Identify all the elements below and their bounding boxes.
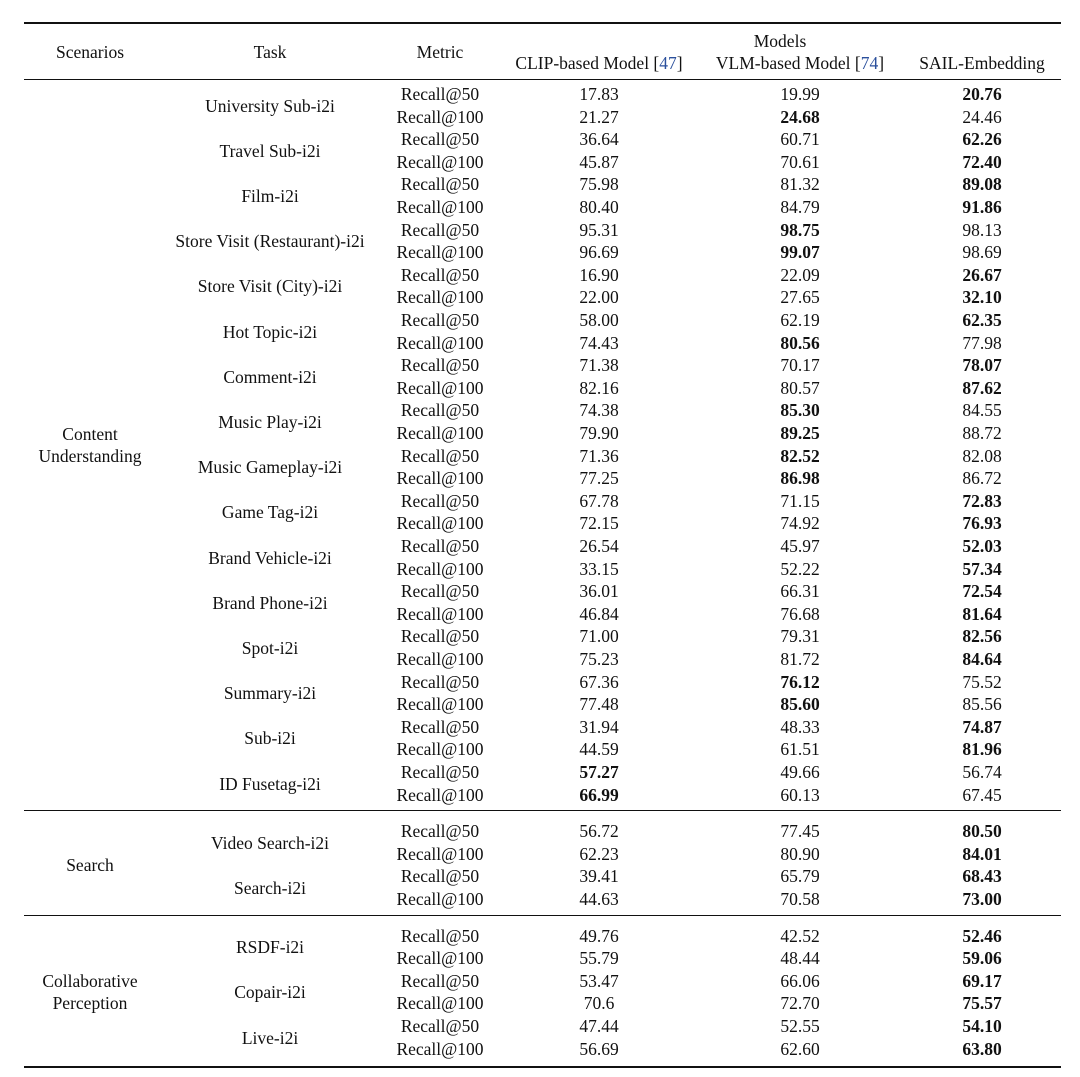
metric-cell: Recall@50 [400, 1016, 480, 1036]
metric-cell: Recall@100 [396, 1038, 484, 1059]
metric-cell: Recall@100 [396, 649, 484, 669]
vlm-value-cell: 60.71 [780, 129, 820, 150]
clip-value-cell: 82.16 [579, 377, 619, 398]
clip-value-cell: 17.83 [579, 84, 619, 104]
bottom-rule [24, 1066, 1061, 1068]
metric-cell: Recall@50 [400, 84, 480, 104]
header-vlm-model [716, 52, 884, 74]
scenario-label: Search [66, 855, 114, 876]
metric-cell: Recall@100 [396, 106, 484, 127]
metric-cell: Recall@50 [400, 355, 480, 376]
metric-cell: Recall@50 [400, 174, 480, 195]
task-name-cell: Hot Topic-i2i [222, 321, 318, 342]
task-name-cell: ID Fusetag-i2i [219, 773, 321, 794]
metric-cell: Recall@50 [400, 866, 480, 887]
clip-value-cell: 71.00 [579, 626, 619, 647]
clip-value-cell: 44.63 [579, 889, 619, 909]
scenario-label: Collaborative [42, 971, 138, 992]
clip-value-cell: 77.25 [579, 468, 619, 489]
sail-value-cell: 75.57 [962, 993, 1002, 1014]
sail-value-cell: 68.43 [962, 866, 1002, 887]
vlm-value-cell: 27.65 [780, 287, 820, 308]
task-name-cell: Travel Sub-i2i [219, 140, 321, 161]
metric-cell: Recall@100 [396, 603, 484, 624]
clip-value-cell: 36.64 [579, 129, 619, 150]
task-name-cell: Sub-i2i [244, 728, 296, 749]
task-name-cell: Film-i2i [241, 186, 299, 206]
sail-value-cell: 84.64 [962, 649, 1002, 669]
sail-value-cell: 69.17 [962, 970, 1002, 991]
metric-cell: Recall@50 [400, 129, 480, 150]
vlm-value-cell: 60.13 [780, 784, 820, 805]
clip-value-cell: 33.15 [579, 558, 619, 579]
clip-value-cell: 16.90 [579, 264, 619, 285]
sail-value-cell: 82.08 [962, 445, 1002, 466]
clip-value-cell: 95.31 [579, 219, 619, 240]
scenario-label: Understanding [38, 445, 142, 466]
metric-cell: Recall@50 [400, 264, 480, 285]
clip-value-cell: 66.99 [579, 784, 619, 805]
sail-value-cell: 67.45 [962, 784, 1002, 805]
clip-value-cell: 56.69 [579, 1038, 619, 1059]
metric-cell: Recall@100 [396, 558, 484, 579]
sail-value-cell: 88.72 [962, 423, 1002, 443]
sail-value-cell: 57.34 [962, 558, 1002, 579]
sail-value-cell: 78.07 [962, 355, 1002, 376]
group-separator-rule [24, 810, 1061, 811]
clip-value-cell: 79.90 [579, 423, 619, 443]
clip-value-cell: 46.84 [579, 603, 619, 624]
clip-value-cell: 74.43 [579, 332, 619, 353]
task-name-cell: RSDF-i2i [235, 937, 305, 958]
sail-value-cell: 20.76 [962, 84, 1002, 104]
header-task: Task [253, 42, 287, 62]
header-clip-ref[interactable]: 47 [659, 53, 677, 73]
metric-cell: Recall@50 [400, 716, 480, 737]
sail-value-cell: 62.26 [962, 129, 1002, 150]
clip-value-cell: 75.98 [579, 174, 619, 195]
metric-cell: Recall@100 [396, 468, 484, 489]
clip-value-cell: 67.36 [579, 671, 619, 692]
vlm-value-cell: 52.55 [780, 1016, 820, 1036]
task-name-cell: Summary-i2i [223, 683, 317, 704]
clip-value-cell: 71.38 [579, 355, 619, 376]
vlm-value-cell: 66.06 [780, 970, 820, 991]
vlm-value-cell: 70.17 [780, 355, 820, 376]
clip-value-cell: 56.72 [579, 821, 619, 842]
clip-value-cell: 75.23 [579, 649, 619, 669]
metric-cell: Recall@50 [400, 219, 480, 240]
metric-cell: Recall@100 [396, 889, 484, 909]
vlm-value-cell: 80.57 [780, 377, 820, 398]
clip-value-cell: 49.76 [579, 925, 619, 946]
header-scenarios: Scenarios [55, 42, 125, 62]
vlm-value-cell: 48.33 [780, 716, 820, 737]
sail-value-cell: 85.56 [962, 694, 1002, 715]
clip-value-cell: 39.41 [579, 866, 619, 887]
metric-cell: Recall@50 [400, 671, 480, 692]
vlm-value-cell: 82.52 [780, 445, 820, 466]
vlm-value-cell: 61.51 [780, 739, 820, 760]
task-name-cell: Video Search-i2i [210, 832, 330, 853]
sail-value-cell: 81.96 [962, 739, 1002, 760]
vlm-value-cell: 48.44 [780, 948, 820, 969]
task-name-cell: University Sub-i2i [205, 95, 335, 116]
clip-value-cell: 55.79 [579, 948, 619, 969]
group-separator-rule [24, 915, 1061, 916]
sail-value-cell: 26.67 [962, 264, 1002, 285]
vlm-value-cell: 49.66 [780, 762, 820, 782]
metric-cell: Recall@50 [400, 445, 480, 466]
metric-cell: Recall@100 [396, 242, 484, 263]
vlm-value-cell: 70.58 [780, 889, 820, 909]
sail-value-cell: 84.01 [962, 843, 1002, 864]
metric-cell: Recall@100 [396, 423, 484, 443]
task-name-cell: Store Visit (City)-i2i [197, 276, 343, 297]
metric-cell: Recall@50 [400, 490, 480, 511]
sail-value-cell: 89.08 [962, 174, 1002, 195]
sail-value-cell: 24.46 [962, 106, 1002, 127]
vlm-value-cell: 84.79 [780, 197, 820, 217]
metric-cell: Recall@50 [400, 310, 480, 330]
scenario-label: Content [62, 423, 118, 444]
clip-value-cell: 53.47 [579, 970, 619, 991]
header-clip-close: ] [676, 53, 683, 73]
vlm-value-cell: 85.60 [780, 694, 820, 715]
clip-value-cell: 21.27 [579, 106, 619, 127]
vlm-value-cell: 19.99 [780, 84, 820, 104]
vlm-value-cell: 62.19 [780, 310, 820, 330]
task-name-cell: Music Play-i2i [218, 412, 322, 432]
sail-value-cell: 81.64 [962, 603, 1002, 624]
sail-value-cell: 54.10 [962, 1016, 1002, 1036]
vlm-value-cell: 62.60 [780, 1038, 820, 1059]
metric-cell: Recall@100 [396, 377, 484, 398]
clip-value-cell: 96.69 [579, 242, 619, 263]
task-name-cell: Brand Vehicle-i2i [208, 547, 332, 568]
clip-value-cell: 36.01 [579, 581, 619, 602]
sail-value-cell: 87.62 [962, 377, 1002, 398]
vlm-value-cell: 86.98 [780, 468, 820, 489]
vlm-value-cell: 79.31 [780, 626, 820, 647]
vlm-value-cell: 76.68 [780, 603, 820, 624]
sail-value-cell: 56.74 [962, 762, 1002, 782]
sail-value-cell: 62.35 [962, 310, 1002, 330]
task-name-cell: Spot-i2i [241, 638, 299, 658]
header-vlm-ref[interactable]: 74 [860, 53, 879, 73]
metric-cell: Recall@100 [396, 332, 484, 353]
sail-value-cell: 52.03 [962, 536, 1002, 556]
metric-cell: Recall@100 [396, 948, 484, 969]
metric-cell: Recall@100 [396, 843, 484, 864]
vlm-value-cell: 81.32 [780, 174, 820, 195]
metric-cell: Recall@100 [396, 739, 484, 760]
clip-value-cell: 74.38 [579, 400, 619, 421]
vlm-value-cell: 71.15 [780, 490, 820, 511]
sail-value-cell: 32.10 [962, 287, 1002, 308]
sail-value-cell: 59.06 [962, 948, 1002, 969]
task-name-cell: Music Gameplay-i2i [197, 457, 343, 478]
vlm-value-cell: 98.75 [780, 219, 820, 240]
sail-value-cell: 91.86 [962, 197, 1002, 217]
header-models: Models [753, 31, 807, 51]
sail-value-cell: 72.54 [962, 581, 1002, 602]
clip-value-cell: 70.6 [583, 993, 615, 1014]
task-name-cell: Search-i2i [234, 878, 306, 898]
header-sail-embedding: SAIL-Embedding [919, 53, 1045, 73]
clip-value-cell: 57.27 [579, 762, 619, 782]
vlm-value-cell: 66.31 [780, 581, 820, 602]
clip-value-cell: 22.00 [579, 287, 619, 308]
clip-value-cell: 62.23 [579, 843, 619, 864]
task-name-cell: Live-i2i [241, 1027, 299, 1048]
header-metric: Metric [416, 42, 464, 62]
metric-cell: Recall@50 [400, 536, 480, 556]
vlm-value-cell: 45.97 [780, 536, 820, 556]
task-name-cell: Store Visit (Restaurant)-i2i [175, 231, 365, 252]
clip-value-cell: 44.59 [579, 739, 619, 760]
header-vlm-label: VLM-based Model [ [715, 53, 861, 73]
metric-cell: Recall@100 [396, 151, 484, 172]
sail-value-cell: 98.69 [962, 242, 1002, 263]
sail-value-cell: 82.56 [962, 626, 1002, 647]
vlm-value-cell: 80.90 [780, 843, 820, 864]
vlm-value-cell: 99.07 [780, 242, 820, 263]
sail-value-cell: 75.52 [962, 671, 1002, 692]
header-vlm-close: ] [878, 53, 885, 73]
vlm-value-cell: 76.12 [780, 671, 820, 692]
vlm-value-cell: 70.61 [780, 151, 820, 172]
sail-value-cell: 74.87 [962, 716, 1002, 737]
task-name-cell: Comment-i2i [223, 366, 317, 387]
vlm-value-cell: 80.56 [780, 332, 820, 353]
metric-cell: Recall@100 [396, 694, 484, 715]
vlm-value-cell: 42.52 [780, 925, 820, 946]
clip-value-cell: 58.00 [579, 310, 619, 330]
sail-value-cell: 72.40 [962, 151, 1002, 172]
sail-value-cell: 84.55 [962, 400, 1002, 421]
metric-cell: Recall@50 [400, 762, 480, 782]
sail-value-cell: 63.80 [962, 1038, 1002, 1059]
task-name-cell: Game Tag-i2i [221, 502, 319, 523]
metric-cell: Recall@100 [396, 197, 484, 217]
sail-value-cell: 76.93 [962, 513, 1002, 534]
clip-value-cell: 26.54 [579, 536, 619, 556]
vlm-value-cell: 89.25 [780, 423, 820, 443]
metric-cell: Recall@100 [396, 513, 484, 534]
clip-value-cell: 72.15 [579, 513, 619, 534]
clip-value-cell: 45.87 [579, 151, 619, 172]
metric-cell: Recall@50 [400, 626, 480, 647]
vlm-value-cell: 65.79 [780, 866, 820, 887]
sail-value-cell: 80.50 [962, 821, 1002, 842]
clip-value-cell: 77.48 [579, 694, 619, 715]
header-clip-model [515, 52, 682, 74]
metric-cell: Recall@50 [400, 821, 480, 842]
vlm-value-cell: 22.09 [780, 264, 820, 285]
vlm-value-cell: 72.70 [780, 993, 820, 1014]
clip-value-cell: 31.94 [579, 716, 619, 737]
sail-value-cell: 73.00 [962, 889, 1002, 909]
metric-cell: Recall@100 [396, 784, 484, 805]
task-name-cell: Copair-i2i [234, 982, 306, 1003]
metric-cell: Recall@50 [400, 970, 480, 991]
scenario-label: Perception [52, 993, 128, 1014]
header-clip-label: CLIP-based Model [ [515, 53, 660, 73]
sail-value-cell: 72.83 [962, 490, 1002, 511]
sail-value-cell: 77.98 [962, 332, 1002, 353]
vlm-value-cell: 24.68 [780, 106, 820, 127]
top-rule [24, 22, 1061, 24]
sail-value-cell: 52.46 [962, 925, 1002, 946]
task-name-cell: Brand Phone-i2i [212, 592, 328, 613]
metric-cell: Recall@50 [400, 581, 480, 602]
metric-cell: Recall@100 [396, 993, 484, 1014]
metric-cell: Recall@50 [400, 400, 480, 421]
vlm-value-cell: 52.22 [780, 558, 820, 579]
clip-value-cell: 80.40 [579, 197, 619, 217]
clip-value-cell: 71.36 [579, 445, 619, 466]
metric-cell: Recall@100 [396, 287, 484, 308]
metric-cell: Recall@50 [400, 925, 480, 946]
clip-value-cell: 67.78 [579, 490, 619, 511]
vlm-value-cell: 77.45 [780, 821, 820, 842]
clip-value-cell: 47.44 [579, 1016, 619, 1036]
vlm-value-cell: 85.30 [780, 400, 820, 421]
vlm-value-cell: 74.92 [780, 513, 820, 534]
sail-value-cell: 98.13 [962, 219, 1002, 240]
header-rule [24, 79, 1061, 80]
sail-value-cell: 86.72 [962, 468, 1002, 489]
vlm-value-cell: 81.72 [780, 649, 820, 669]
